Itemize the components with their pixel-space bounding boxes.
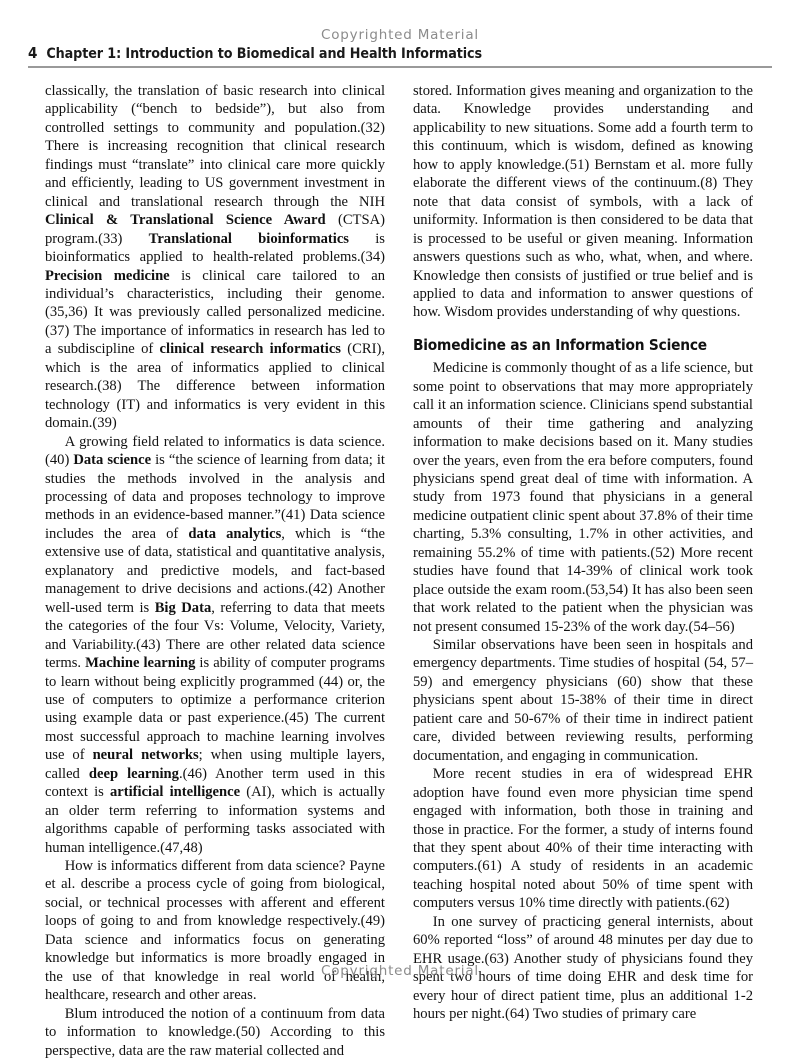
- paragraph-medicine-life-science: Medicine is commonly thought of as a life science, but some point to observations that may more appropriately call it an information science. Clinicians spend substantial amounts of their time gathering and analyzing information to make decisions based on it. Many studies over the years, even from the era before computers, found physicians spend great deal of time with information. A study from 1973 found that physicians in a general medicine outpatient clinic spent about 37.8% of their time charting, 5.3% consulting, 1.7% in other activities, and remaining 55.2% of time with patients.(52) More recent studies have found that 14-39% of clinical work took place outside the exam room.(53,54) It has also been seen that work related to the patient when the physician was not present consumed 15-23% of the work day.(54–56): [413, 360, 753, 635]
- chapter-title: Chapter 1: Introduction to Biomedical and Health Informatics: [46, 46, 482, 62]
- running-head: [28, 44, 772, 62]
- page-number: 4: [28, 44, 38, 62]
- paragraph-informatics-vs-data-science: How is informatics different from data science? Payne et al. describe a process cycle of going from biological, social, or technical processes with afferent and efferent loops of going to and from knowledge respectively.(49) Data science and informatics focus on generating knowledge but informatics is more broadly engaged in the use of that knowledge in real world of health, healthcare, research and other areas.: [45, 858, 385, 1004]
- copyright-watermark-top: Copyrighted Material: [321, 27, 479, 43]
- paragraph-continuum-continued: stored. Information gives meaning and organization to the data. Knowledge provides understanding and applicability to new situations. Some add a fourth term to this continuum, which is wisdom, defined as knowing how to apply knowledge.(51) Bernstam et al. more fully elaborate the different views of the continuum.(8) They note that data consist of symbols, with a lack of uniformity. Information is then considered to be data that is processed to be useful or given meaning. Information answers questions such as who, what, when, and where. Knowledge then consists of justified or true belief and is applied to data and information to answer questions of how. Wisdom provides understanding of why questions.: [413, 83, 753, 321]
- right-column: [413, 82, 753, 1023]
- paragraph-hospitals-ed: Similar observations have been seen in hospitals and emergency departments. Time studies of hospital (54, 57–59) and emergency physicians (60) show that these physicians spent about 15-38% of their time in direct patient care and 50-67% of their time in indirect patient care, divided between reviewing results, performing documentation, and engaging in communication.: [413, 637, 753, 764]
- paragraph-blum-continuum: Blum introduced the notion of a continuum from data to information to knowledge.(50) According to this perspective, data are the raw material collected and: [45, 1005, 385, 1059]
- copyright-watermark-bottom: Copyrighted Material: [321, 963, 479, 979]
- paragraph-ehr-adoption: More recent studies in era of widespread EHR adoption have found even more physician time spend engaged with information, both those in training and those in practice. For the former, a study of interns found that they spent about 40% of their time interacting with computers.(61) A study of residents in an academic teaching hospital noted about 50% of time spent with computers versus 10% time directly with patients.(62): [413, 766, 753, 912]
- paragraph-internists-survey: In one survey of practicing general internists, about 60% reported “loss” of around 48 minutes per day due to EHR usage.(63) Another study of physicians found they spent two hours of time doing EHR and desk time for every hour of direct patient time, plus an additional 1-2 hours per night.(64) Two studies of primary care: [413, 913, 753, 1023]
- left-column: [45, 82, 386, 1059]
- paragraph-data-science: A growing field related to informatics is data science.(40) Data science is “the science of learning from data; it studies the methods involved in the analysis and processing of data and proposes technology to improve methods in an evidence-based manner.”(41) Data science includes the area of data analytics, which is “the extensive use of data, statistical and quantitative analysis, explanatory and predictive models, and fact-based management to drive decisions and actions.(42) Another well-used term is Big Data, referring to data that meets the categories of the four Vs: Volume, Velocity, Variety, and Variability.(43) There are other related data science terms. Machine learning is ability of computer programs to learn without being explicitly programmed (44) or, the use of computers to optimize a performance criterion using example data or past experience.(45) The current most successful approach to machine learning involves use of neural networks; when using multiple layers, called deep learning.(46) Another term used in this context is artificial intelligence (AI), which is actually an older term referring to information systems and algorithms capable of performing tasks associated with human intelligence.(47,48): [45, 433, 385, 856]
- header-rule: [28, 66, 772, 68]
- section-heading-biomedicine-as-an-information-science: Biomedicine as an Information Science: [413, 335, 707, 354]
- paragraph-translation: classically, the translation of basic research into clinical applicability (“bench to bedside”), but also from controlled settings to community and population.(32) There is increasing recognition that clinical research findings must “translate” into clinical care more quickly and efficiently, leading to US government investment in clinical and translational research through the NIH Clinical & Translational Science Award (CTSA) program.(33) Translational bioinformatics is bioinformatics applied to health-related problems.(34) Precision medicine is clinical care tailored to an individual’s characteristics, including their genome.(35,36) It was previously called personalized medicine.(37) The importance of informatics in research has led to a subdiscipline of clinical research informatics (CRI), which is the area of informatics applied to clinical research.(38) The difference between information technology (IT) and informatics is very evident in this domain.(39): [45, 83, 386, 432]
